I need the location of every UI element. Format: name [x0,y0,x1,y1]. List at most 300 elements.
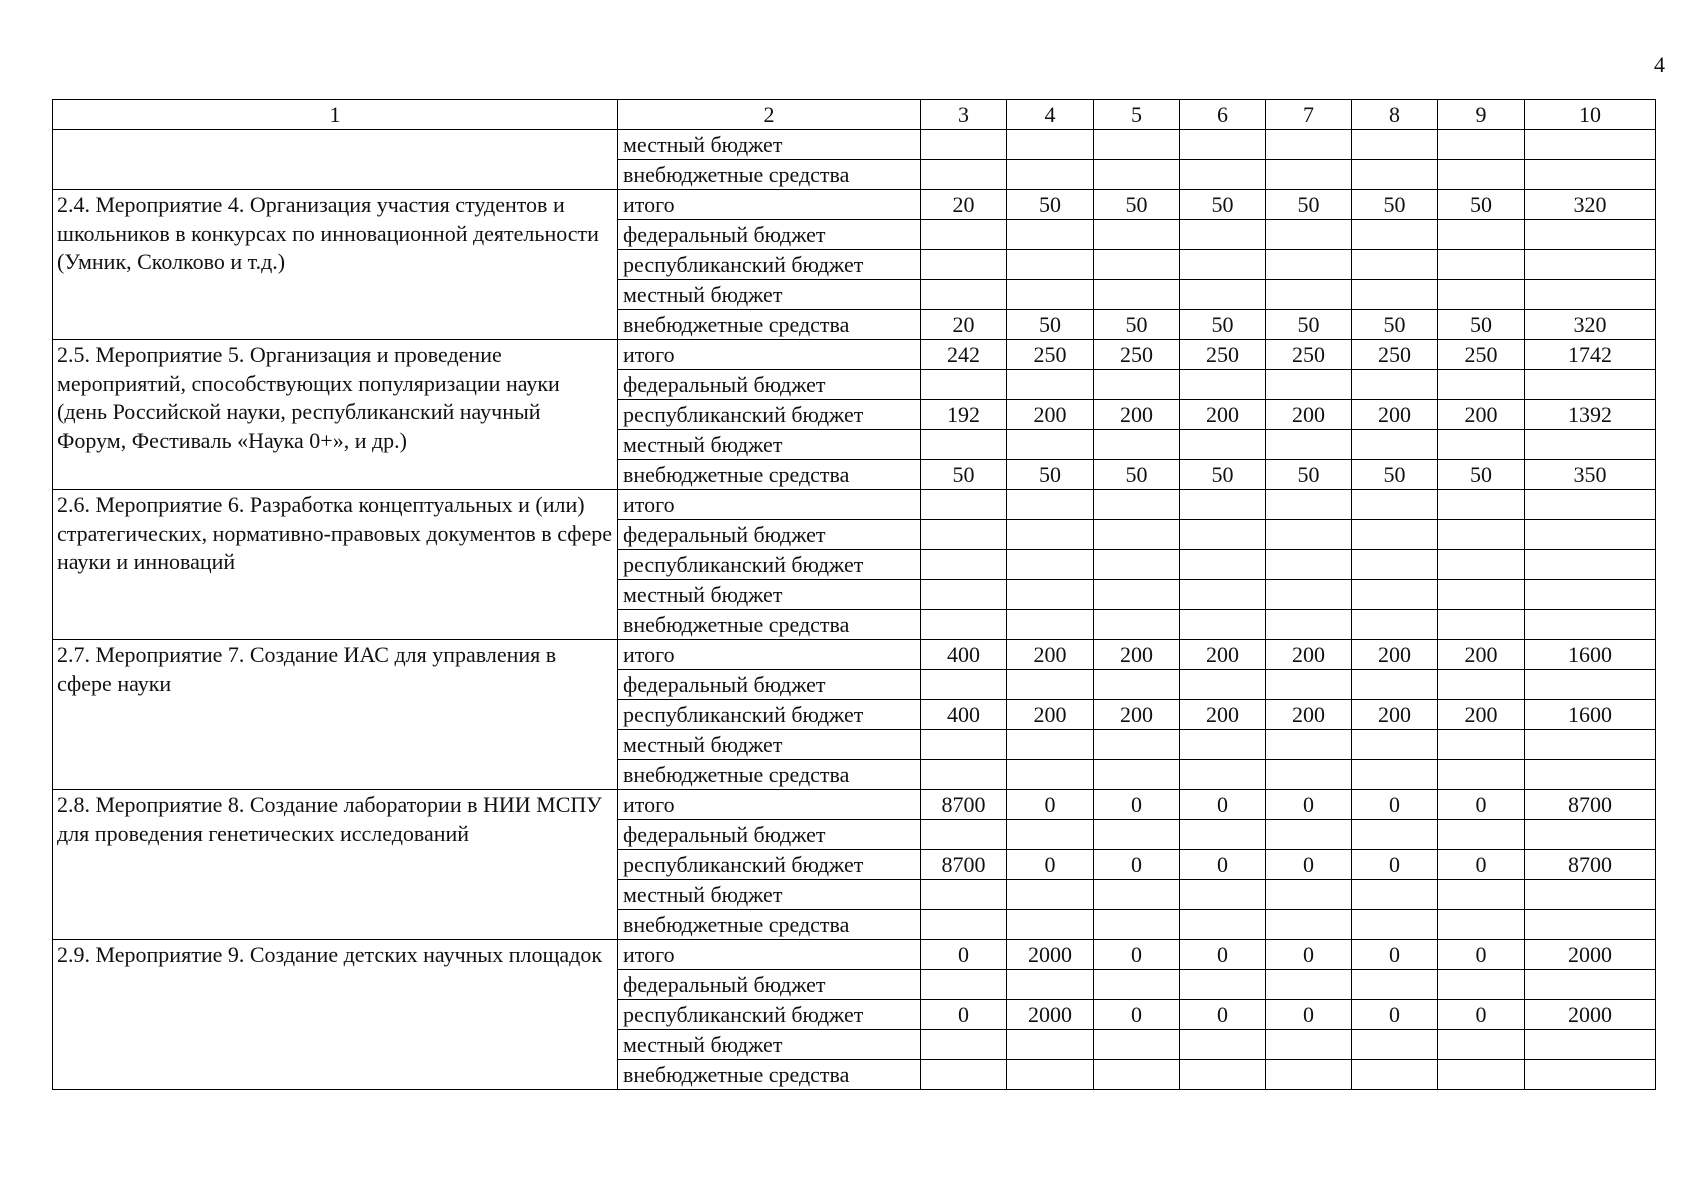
value-cell: 50 [1438,460,1525,490]
value-cell: 200 [1180,400,1266,430]
value-cell [1266,160,1352,190]
value-cell [1352,820,1438,850]
value-cell: 350 [1525,460,1656,490]
value-cell [1352,580,1438,610]
value-cell: 50 [1266,310,1352,340]
value-cell [921,220,1007,250]
value-cell: 0 [1094,850,1180,880]
value-cell [1525,430,1656,460]
value-cell: 192 [921,400,1007,430]
value-cell: 2000 [1525,940,1656,970]
funding-source: федеральный бюджет [618,820,921,850]
value-cell: 200 [1438,700,1525,730]
funding-source: итого [618,340,921,370]
value-cell [1525,1060,1656,1090]
funding-source: местный бюджет [618,280,921,310]
value-cell [921,580,1007,610]
funding-source: республиканский бюджет [618,400,921,430]
value-cell [921,760,1007,790]
event-title: 2.8. Мероприятие 8. Создание лаборатории в НИИ МСПУ для проведения генетических исследований [57,792,602,846]
event-title: 2.9. Мероприятие 9. Создание детских научных площадок [57,942,603,967]
table-row [53,640,1656,670]
value-cell [1180,550,1266,580]
value-cell [1180,160,1266,190]
value-cell [921,1030,1007,1060]
value-cell: 0 [1007,850,1094,880]
value-cell [1438,490,1525,520]
value-cell [1438,160,1525,190]
value-cell [921,610,1007,640]
value-cell [1094,1060,1180,1090]
value-cell: 250 [1438,340,1525,370]
value-cell [1266,520,1352,550]
value-cell [1007,970,1094,1000]
event-cell [53,340,618,490]
value-cell [1266,670,1352,700]
value-cell [1180,520,1266,550]
value-cell [1525,130,1656,160]
value-cell [1352,880,1438,910]
funding-source: внебюджетные средства [618,610,921,640]
funding-source: местный бюджет [618,880,921,910]
table-row [53,940,1656,970]
value-cell: 50 [1180,190,1266,220]
value-cell [1352,610,1438,640]
value-cell [1438,580,1525,610]
value-cell [1438,250,1525,280]
value-cell [1525,730,1656,760]
value-cell [1525,490,1656,520]
value-cell [1007,520,1094,550]
value-cell [1180,370,1266,400]
value-cell: 50 [1180,310,1266,340]
value-cell [921,1060,1007,1090]
value-cell [1525,910,1656,940]
value-cell [1438,430,1525,460]
value-cell [1180,820,1266,850]
value-cell: 0 [1438,850,1525,880]
value-cell [1180,610,1266,640]
funding-source: республиканский бюджет [618,250,921,280]
event-cell [53,130,618,190]
value-cell [1352,550,1438,580]
value-cell: 250 [1007,340,1094,370]
value-cell: 1392 [1525,400,1656,430]
value-cell [921,370,1007,400]
value-cell [1352,280,1438,310]
event-cell [53,490,618,640]
value-cell [1007,610,1094,640]
value-cell [1007,160,1094,190]
value-cell [1094,250,1180,280]
funding-source: федеральный бюджет [618,670,921,700]
value-cell [1438,1060,1525,1090]
value-cell [1266,730,1352,760]
value-cell [1438,670,1525,700]
value-cell: 200 [1180,640,1266,670]
header-cell: 8 [1352,100,1438,130]
value-cell [921,820,1007,850]
funding-source: итого [618,490,921,520]
funding-source: федеральный бюджет [618,370,921,400]
value-cell: 1600 [1525,700,1656,730]
value-cell [1525,550,1656,580]
value-cell [921,250,1007,280]
value-cell [1352,760,1438,790]
value-cell [1438,280,1525,310]
header-cell: 10 [1525,100,1656,130]
value-cell [1007,580,1094,610]
value-cell: 0 [921,1000,1007,1030]
value-cell: 0 [1352,1000,1438,1030]
value-cell: 50 [1352,190,1438,220]
value-cell [1438,370,1525,400]
value-cell [1007,220,1094,250]
value-cell [921,910,1007,940]
value-cell [1094,280,1180,310]
value-cell: 250 [1094,340,1180,370]
value-cell [1525,250,1656,280]
value-cell: 50 [1094,310,1180,340]
value-cell [1007,490,1094,520]
value-cell [1266,430,1352,460]
table-row [53,190,1656,220]
funding-source: местный бюджет [618,1030,921,1060]
value-cell [1094,610,1180,640]
header-cell: 4 [1007,100,1094,130]
table-row [53,130,1656,160]
value-cell [1094,520,1180,550]
value-cell [1352,430,1438,460]
value-cell [921,550,1007,580]
value-cell: 200 [1352,400,1438,430]
value-cell: 0 [1266,1000,1352,1030]
value-cell [1352,370,1438,400]
value-cell [921,970,1007,1000]
value-cell [1094,730,1180,760]
event-title: 2.6. Мероприятие 6. Разработка концептуальных и (или) стратегических, нормативно-правовых документов в сфере науки и инноваций [57,492,613,574]
value-cell: 50 [1007,460,1094,490]
value-cell [1007,1030,1094,1060]
value-cell [1007,430,1094,460]
value-cell: 50 [1266,190,1352,220]
value-cell [1266,970,1352,1000]
value-cell [1094,370,1180,400]
header-cell: 5 [1094,100,1180,130]
value-cell [1525,610,1656,640]
value-cell [1525,520,1656,550]
value-cell: 20 [921,310,1007,340]
value-cell [1525,160,1656,190]
value-cell [1266,370,1352,400]
event-cell [53,790,618,940]
header-cell: 7 [1266,100,1352,130]
value-cell [1525,370,1656,400]
funding-source: внебюджетные средства [618,460,921,490]
value-cell [1525,970,1656,1000]
value-cell [1180,1030,1266,1060]
value-cell [1352,160,1438,190]
event-title: 2.7. Мероприятие 7. Создание ИАС для управления в сфере науки [57,642,557,696]
value-cell [1266,250,1352,280]
value-cell [1525,280,1656,310]
value-cell: 0 [1180,940,1266,970]
funding-source: итого [618,790,921,820]
funding-source: республиканский бюджет [618,550,921,580]
value-cell: 0 [1352,940,1438,970]
value-cell: 0 [1180,790,1266,820]
value-cell [921,490,1007,520]
header-cell: 3 [921,100,1007,130]
value-cell: 50 [921,460,1007,490]
funding-source: местный бюджет [618,430,921,460]
value-cell [1180,130,1266,160]
value-cell: 200 [1352,700,1438,730]
value-cell: 250 [1266,340,1352,370]
value-cell: 0 [1352,850,1438,880]
value-cell [1266,1030,1352,1060]
value-cell [1007,550,1094,580]
value-cell: 0 [1180,850,1266,880]
value-cell: 200 [1007,640,1094,670]
value-cell [1007,1060,1094,1090]
value-cell: 200 [1352,640,1438,670]
value-cell [1352,220,1438,250]
value-cell [1094,130,1180,160]
table-row [53,340,1656,370]
funding-source: итого [618,640,921,670]
value-cell: 0 [1352,790,1438,820]
value-cell [1007,670,1094,700]
value-cell [1266,760,1352,790]
value-cell [1007,370,1094,400]
value-cell [1266,820,1352,850]
value-cell: 200 [1266,700,1352,730]
value-cell: 200 [1180,700,1266,730]
value-cell [921,280,1007,310]
value-cell [921,670,1007,700]
value-cell: 0 [1094,1000,1180,1030]
value-cell [1007,130,1094,160]
value-cell: 250 [1180,340,1266,370]
value-cell [1180,490,1266,520]
value-cell: 20 [921,190,1007,220]
value-cell [1007,820,1094,850]
value-cell: 250 [1352,340,1438,370]
value-cell [1180,670,1266,700]
value-cell: 200 [1266,400,1352,430]
value-cell: 242 [921,340,1007,370]
value-cell: 0 [1438,790,1525,820]
value-cell [1266,490,1352,520]
funding-source: внебюджетные средства [618,760,921,790]
value-cell [1352,730,1438,760]
event-cell [53,640,618,790]
funding-source: местный бюджет [618,580,921,610]
value-cell: 8700 [1525,790,1656,820]
value-cell: 8700 [921,850,1007,880]
value-cell: 50 [1007,310,1094,340]
value-cell: 50 [1352,310,1438,340]
value-cell [1180,910,1266,940]
page-number: 4 [1654,52,1665,77]
value-cell [1007,760,1094,790]
value-cell: 1742 [1525,340,1656,370]
value-cell: 2000 [1007,940,1094,970]
value-cell: 0 [1438,1000,1525,1030]
value-cell [1352,1030,1438,1060]
value-cell [1266,880,1352,910]
value-cell [1352,1060,1438,1090]
value-cell [1352,970,1438,1000]
value-cell [1266,130,1352,160]
value-cell: 320 [1525,310,1656,340]
value-cell [1094,490,1180,520]
value-cell [1352,490,1438,520]
value-cell [1180,970,1266,1000]
value-cell: 200 [1438,400,1525,430]
value-cell [1438,760,1525,790]
value-cell [1266,280,1352,310]
value-cell [1352,520,1438,550]
value-cell [1094,910,1180,940]
value-cell [1438,550,1525,580]
value-cell [1094,670,1180,700]
value-cell [1094,970,1180,1000]
value-cell [1180,220,1266,250]
value-cell: 2000 [1007,1000,1094,1030]
value-cell [1438,730,1525,760]
funding-source: итого [618,940,921,970]
value-cell [1094,430,1180,460]
value-cell [1525,880,1656,910]
value-cell [1007,250,1094,280]
funding-source: федеральный бюджет [618,220,921,250]
value-cell [1266,580,1352,610]
value-cell: 0 [1266,790,1352,820]
value-cell [1266,910,1352,940]
value-cell [921,880,1007,910]
value-cell [1266,610,1352,640]
value-cell [1180,430,1266,460]
value-cell: 200 [1007,400,1094,430]
value-cell [1180,280,1266,310]
value-cell [1438,970,1525,1000]
value-cell: 50 [1352,460,1438,490]
value-cell: 50 [1094,190,1180,220]
value-cell [1352,250,1438,280]
value-cell [1266,550,1352,580]
funding-source: внебюджетные средства [618,1060,921,1090]
table-body [53,100,1656,1090]
value-cell [1525,760,1656,790]
value-cell [1007,910,1094,940]
value-cell [921,130,1007,160]
funding-source: внебюджетные средства [618,160,921,190]
value-cell: 200 [1266,640,1352,670]
value-cell: 200 [1094,400,1180,430]
value-cell [1094,880,1180,910]
value-cell [1438,220,1525,250]
header-cell: 6 [1180,100,1266,130]
value-cell: 50 [1438,310,1525,340]
value-cell [921,730,1007,760]
value-cell [1007,880,1094,910]
value-cell [1266,1060,1352,1090]
funding-source: итого [618,190,921,220]
value-cell: 8700 [921,790,1007,820]
value-cell: 0 [1266,940,1352,970]
value-cell [1438,610,1525,640]
header-cell: 9 [1438,100,1525,130]
event-cell [53,190,618,340]
value-cell [1180,1060,1266,1090]
value-cell [1094,580,1180,610]
value-cell [1094,1030,1180,1060]
value-cell [921,160,1007,190]
value-cell [921,520,1007,550]
value-cell: 400 [921,700,1007,730]
value-cell: 0 [1438,940,1525,970]
value-cell [1180,880,1266,910]
value-cell: 400 [921,640,1007,670]
value-cell: 2000 [1525,1000,1656,1030]
event-cell [53,940,618,1090]
funding-source: республиканский бюджет [618,700,921,730]
value-cell [1525,670,1656,700]
funding-source: республиканский бюджет [618,850,921,880]
value-cell: 50 [1438,190,1525,220]
value-cell [1525,580,1656,610]
value-cell: 50 [1007,190,1094,220]
value-cell: 50 [1180,460,1266,490]
value-cell [1266,220,1352,250]
value-cell [1094,550,1180,580]
funding-source: федеральный бюджет [618,970,921,1000]
value-cell: 0 [1180,1000,1266,1030]
funding-source: местный бюджет [618,730,921,760]
value-cell [1438,910,1525,940]
value-cell: 200 [1007,700,1094,730]
value-cell [1352,910,1438,940]
header-cell: 1 [53,100,618,130]
value-cell: 50 [1094,460,1180,490]
funding-source: внебюджетные средства [618,310,921,340]
value-cell [1094,220,1180,250]
value-cell [1180,250,1266,280]
table-row [53,790,1656,820]
value-cell: 0 [1266,850,1352,880]
funding-source: местный бюджет [618,130,921,160]
value-cell [1352,130,1438,160]
funding-source: республиканский бюджет [618,1000,921,1030]
value-cell [1438,1030,1525,1060]
value-cell [1525,820,1656,850]
table-row [53,490,1656,520]
value-cell [1007,280,1094,310]
event-title: 2.5. Мероприятие 5. Организация и проведение мероприятий, способствующих популяризации науки (день Российской науки, республиканский научный Форум, Фестиваль «Наука 0+», и др.) [57,342,560,453]
value-cell [921,430,1007,460]
value-cell [1525,220,1656,250]
value-cell [1438,880,1525,910]
value-cell: 200 [1438,640,1525,670]
value-cell: 320 [1525,190,1656,220]
event-title: 2.4. Мероприятие 4. Организация участия студентов и школьников в конкурсах по инновационной деятельности (Умник, Сколково и т.д.) [57,192,599,274]
value-cell: 200 [1094,700,1180,730]
value-cell: 0 [1094,790,1180,820]
value-cell [1094,820,1180,850]
value-cell: 0 [921,940,1007,970]
